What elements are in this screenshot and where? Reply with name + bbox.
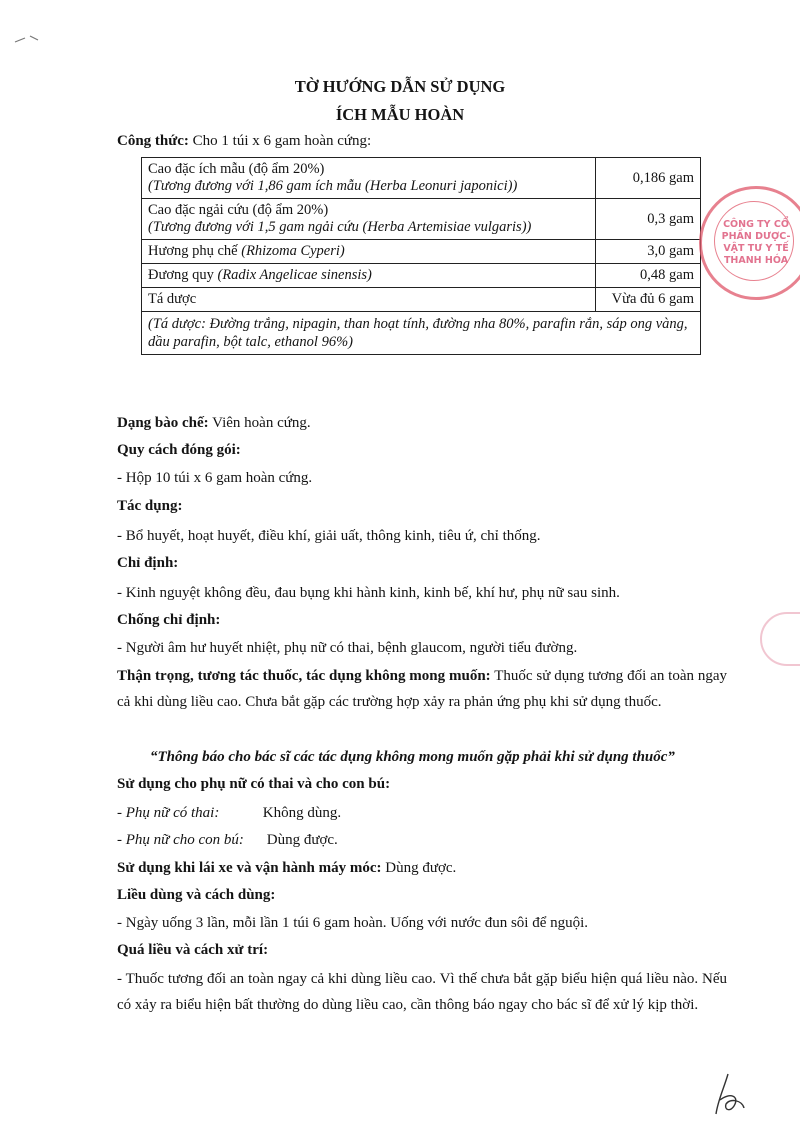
contraindications-value: - Người âm hư huyết nhiệt, phụ nữ có thai, bệnh glaucom, người tiểu đường. [117,640,578,656]
table-row [142,158,701,199]
document-title: TỜ HƯỚNG DẪN SỬ DỤNG [294,77,506,96]
dosage-form-value: Viên hoàn cứng. [212,415,311,431]
precautions-section [117,663,727,715]
table-row [142,264,701,288]
ingredient-name: Tá dược [148,291,197,307]
excipients-note: (Tá dược: Đường trắng, nipagin, than hoạt tính, đường nha 80%, parafin rắn, sáp ong vàng, dầu parafin, bột talc, ethanol 96%) [142,312,701,355]
amount-cell: Vừa đủ 6 gam [596,288,701,312]
corner-scribble [10,30,50,50]
ingredient-note: (Tương đương với 1,5 gam ngải cứu (Herba Artemisiae vulgaris)) [148,219,532,235]
overdose-label: Quá liều và cách xử trí: [117,942,269,958]
pregnant-value: Không dùng. [262,805,342,821]
effects-value: - Bổ huyết, hoạt huyết, điều khí, giải uất, thông kinh, tiêu ứ, chỉ thống. [117,528,541,544]
pregnant-row [117,805,341,822]
signature-mark [710,1070,750,1120]
amount-cell: 0,3 gam [596,199,701,240]
ingredient-name: Cao đặc ích mẫu (độ ẩm 20%) [148,161,325,177]
ingredient-cell [142,240,596,264]
formula-intro: Cho 1 túi x 6 gam hoàn cứng: [192,133,372,149]
formula-heading [117,133,371,150]
company-stamp [699,186,800,300]
contraindications-label: Chống chỉ định: [117,612,221,628]
driving-label: Sử dụng khi lái xe và vận hành máy móc: [117,860,382,876]
product-name: ÍCH MẪU HOÀN [335,105,465,124]
ingredient-latin: (Rhizoma Cyperi) [241,243,345,259]
amount-cell: 3,0 gam [596,240,701,264]
amount-cell: 0,48 gam [596,264,701,288]
ingredient-name: Cao đặc ngải cứu (độ ẩm 20%) [148,202,329,218]
packaging-label: Quy cách đóng gói: [117,442,241,458]
ingredient-name: Hương phụ chế [148,243,238,259]
pregnancy-label: Sử dụng cho phụ nữ có thai và cho con bú: [117,776,391,792]
driving-value: Dùng được. [385,860,457,876]
dosage-value: - Ngày uống 3 lần, mỗi lần 1 túi 6 gam hoàn. Uống với nước đun sôi để nguội. [117,915,589,931]
stamp-edge-mark [760,612,800,666]
dosage-form-label: Dạng bào chế: [117,415,209,431]
table-row [142,199,701,240]
nursing-label: - Phụ nữ cho con bú: [117,832,244,848]
table-row [142,288,701,312]
indications-label: Chỉ định: [117,555,179,571]
nursing-value: Dùng được. [266,832,338,848]
dosage-form [117,415,311,432]
ingredient-cell [142,264,596,288]
ingredient-name: Đương quy [148,267,214,283]
ingredient-cell [142,199,596,240]
stamp-text: CÔNG TY CỔ PHẦN DƯỢC-VẬT TƯ Y TẾ THANH HÓA [721,219,791,266]
formula-label: Công thức: [117,133,189,149]
packaging-value: - Hộp 10 túi x 6 gam hoàn cứng. [117,470,313,486]
pregnant-label: - Phụ nữ có thai: [117,805,220,821]
effects-label: Tác dụng: [117,498,183,514]
dosage-label: Liều dùng và cách dùng: [117,887,276,903]
amount-cell: 0,186 gam [596,158,701,199]
notice-text: “Thông báo cho bác sĩ các tác dụng không mong muốn gặp phải khi sử dụng thuốc” [150,749,675,765]
ingredient-latin: (Radix Angelicae sinensis) [217,267,372,283]
table-row [142,240,701,264]
driving-row [117,860,456,877]
ingredient-cell [142,158,596,199]
precautions-value: Thuốc sử dụng tương đối an toàn ngay cả khi dùng liều cao. Chưa bắt gặp các trường hợp xảy ra phản ứng phụ khi sử dụng thuốc. [117,668,728,710]
precautions-label: Thận trọng, tương tác thuốc, tác dụng không mong muốn: [117,668,491,684]
formula-table [141,157,701,355]
nursing-row [117,832,338,849]
table-row [142,312,701,355]
overdose-value: - Thuốc tương đối an toàn ngay cả khi dùng liều cao. Vì thế chưa bắt gặp biểu hiện quá liều nào. Nếu có xảy ra biểu hiện bất thường do dùng liều cao, cần thông báo ngay cho bác sĩ để xử lý kịp thời. [117,971,727,1013]
indications-value: - Kinh nguyệt không đều, đau bụng khi hành kinh, kinh bế, khí hư, phụ nữ sau sinh. [117,585,620,601]
ingredient-note: (Tương đương với 1,86 gam ích mẫu (Herba Leonuri japonici)) [148,178,518,194]
ingredient-cell [142,288,596,312]
